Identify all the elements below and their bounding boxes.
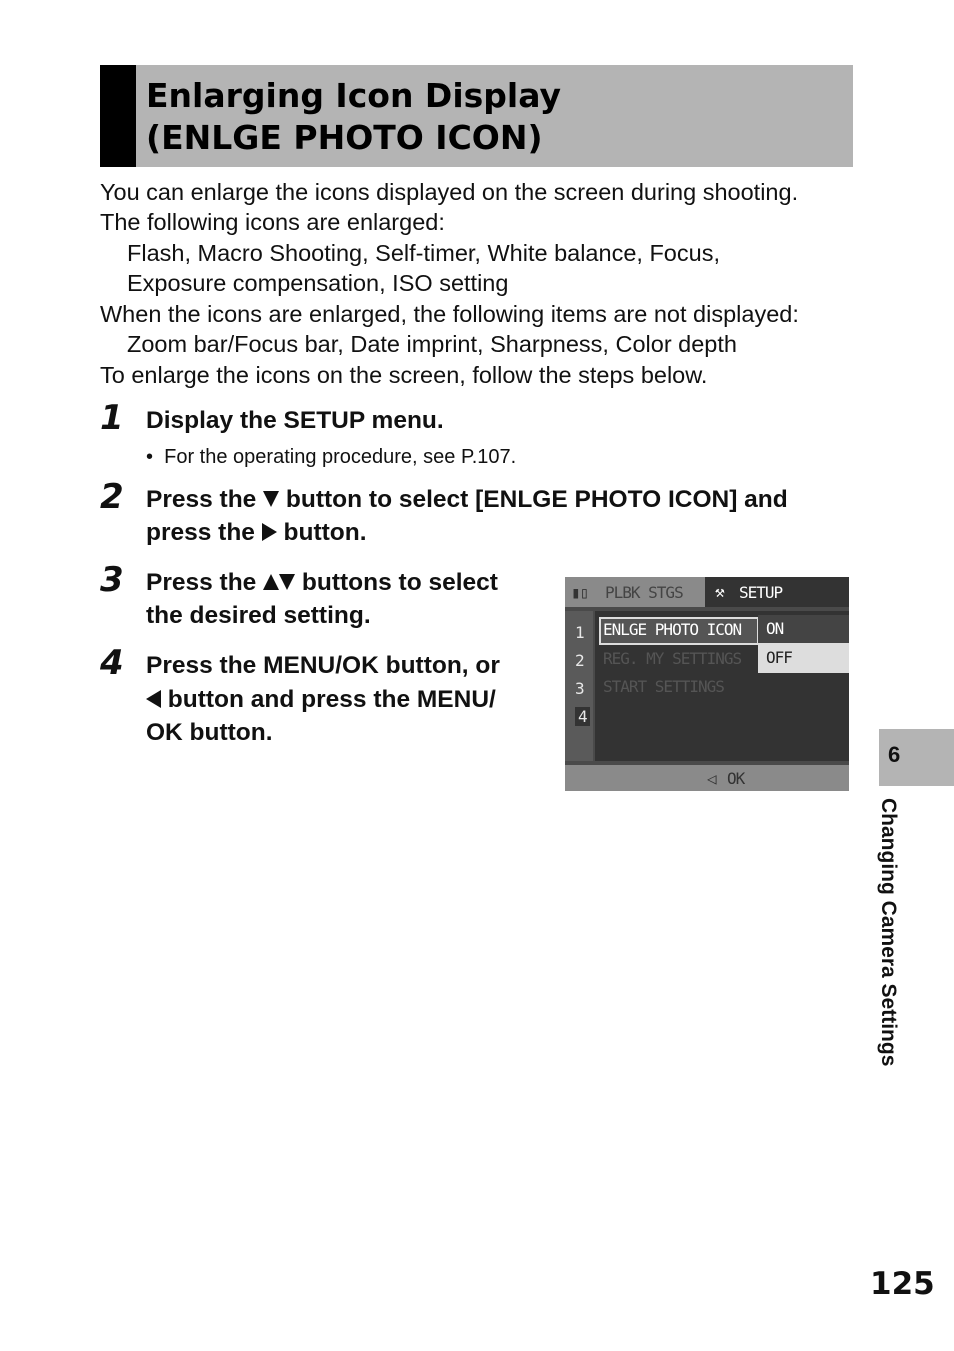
step-2-text-c: press the: [146, 519, 262, 546]
right-arrow-icon: [262, 523, 277, 541]
camera-screen-image: [565, 577, 849, 791]
down-arrow-icon: [263, 491, 279, 507]
step-2-line-2: [146, 516, 367, 549]
menu-item-reg-my-settings: REG. MY SETTINGS: [603, 649, 742, 668]
step-2-line-1: [146, 483, 788, 516]
option-off: OFF: [766, 648, 792, 667]
intro-line-3: Flash, Macro Shooting, Self-timer, White balance, Focus,: [127, 240, 720, 266]
intro-line-4: Exposure compensation, ISO setting: [127, 270, 509, 296]
page-number: 125: [870, 1266, 935, 1302]
down-arrow-icon: [279, 574, 295, 590]
up-arrow-icon: [263, 574, 279, 590]
left-arrow-icon: [146, 690, 161, 708]
step-3-line-1: [146, 566, 498, 599]
playback-icon: ▮▯: [571, 583, 589, 602]
title-accent-bar: [100, 65, 136, 167]
title-line-2: (ENLGE PHOTO ICON): [146, 118, 543, 157]
menu-row-number: 1: [575, 623, 584, 642]
intro-line-7: To enlarge the icons on the screen, follow the steps below.: [100, 362, 708, 388]
intro-line-2: The following icons are enlarged:: [100, 209, 445, 235]
left-arrow-icon: ◁: [707, 769, 716, 788]
step-4-number: 4: [100, 643, 124, 683]
step-3-text-b: buttons to select: [295, 569, 498, 596]
intro-line-1: You can enlarge the icons displayed on the screen during shooting.: [100, 179, 799, 205]
chapter-label: Changing Camera Settings: [877, 798, 900, 1067]
step-3-text-a: Press the: [146, 569, 264, 596]
section-title: [146, 75, 561, 159]
step-1-text: Display the SETUP menu.: [146, 407, 444, 434]
intro-line-5: When the icons are enlarged, the following items are not displayed:: [100, 301, 799, 327]
option-popup: [758, 615, 849, 673]
wrench-icon: ⚒: [715, 582, 724, 601]
step-3-number: 3: [100, 560, 124, 600]
step-2-number: 2: [100, 477, 124, 517]
tab-playback-label: PLBK STGS: [605, 583, 683, 602]
menu-row-number-selected: 4: [575, 707, 590, 726]
step-1-note-text: For the operating procedure, see P.107.: [164, 446, 517, 468]
menu-row-number: 2: [575, 651, 584, 670]
tab-setup-label: SETUP: [739, 583, 783, 602]
intro-line-6: Zoom bar/Focus bar, Date imprint, Sharpness, Color depth: [127, 331, 737, 357]
menu-item-start-settings: START SETTINGS: [603, 677, 724, 696]
step-4-line-1: Press the MENU/OK button, or: [146, 652, 500, 679]
menu-item-enlge-photo-icon: ENLGE PHOTO ICON: [603, 620, 742, 639]
chapter-number: 6: [888, 742, 901, 767]
menu-row-number: 3: [575, 679, 584, 698]
step-2-text-d: button.: [276, 519, 367, 546]
option-on: ON: [766, 619, 784, 638]
step-4-text-b: button and press the MENU/: [161, 686, 496, 713]
footer-ok-label: OK: [727, 769, 745, 788]
step-1-note: • For the operating procedure, see P.107.: [146, 446, 517, 468]
section-title-box: [100, 65, 853, 167]
step-2-text-a: Press the: [146, 486, 264, 513]
step-4-line-2: [146, 683, 496, 716]
step-4-line-3: OK button.: [146, 719, 273, 746]
title-line-1: Enlarging Icon Display: [146, 76, 561, 115]
step-2-text-b: button to select [ENLGE PHOTO ICON] and: [279, 486, 788, 513]
step-1-number: 1: [100, 398, 124, 438]
step-3-line-2: the desired setting.: [146, 602, 371, 629]
